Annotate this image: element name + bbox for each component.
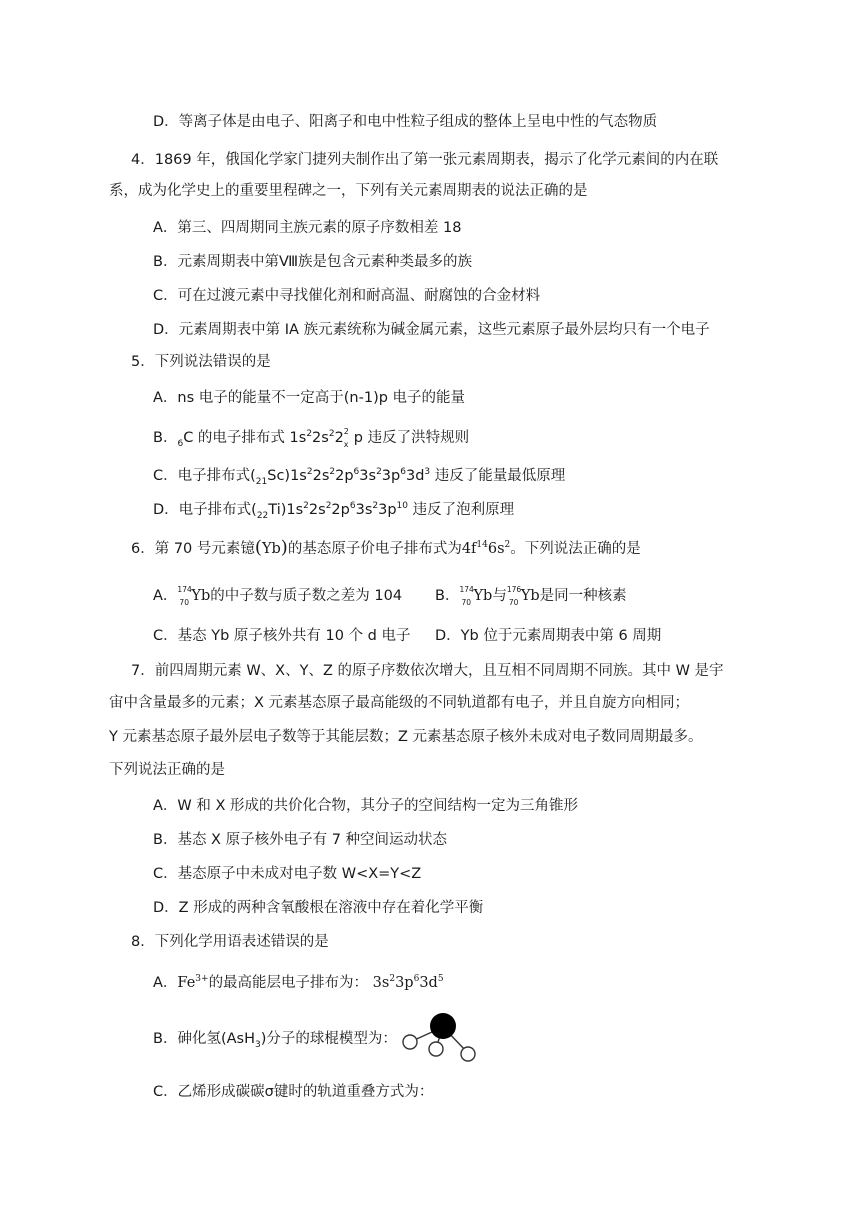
q6-a-tail: 的中子数与质子数之差为 104 [210,588,403,604]
q8-a-middle: 的最高能层电子排布为： [208,975,369,991]
q7-stem-line4: 下列说法正确的是 [109,762,225,778]
q8-b-subscript: 3 [254,1039,261,1050]
q5-b-atomic-number: 6 [177,438,184,449]
q8-option-a: A．$Fe^{3+}$的最高能层电子排布为： $3s^23p^63d^5$ [153,974,444,991]
q6-option-d: D．Yb 位于元素周期表中第 6 周期 [435,628,662,644]
q6-b-prefix: B． [435,588,460,604]
q7-stem-line3: Y 元素基态原子最外层电子数等于其能层数；Z 元素基态原子核外未成对电子数同周期最多。 [109,729,703,745]
q5-option-d: D．电子排布式$(_{22}Ti)1s^22s^22p^63s^23p^{10}$ 违反了泡利原理 [153,501,515,521]
q5-c-text: Sc)1s [267,468,307,484]
q6-option-c: C．基态 Yb 原子核外共有 10 个 d 电子 [153,628,411,644]
q5-stem: 5．下列说法错误的是 [131,354,271,370]
q6-config-4f: 4f [461,541,477,557]
q7-stem-line2: 宙中含量最多的元素；X 元素基态原子最高能级的不同轨道都有电子，并且自旋方向相同； [109,695,690,711]
q8-a-charge: 3+ [195,974,209,985]
q5-d-text: Ti)1s [268,502,304,518]
q5-option-a: A．ns 电子的能量不一定高于(n-1)p 电子的能量 [153,390,466,406]
q7-option-a: A．W 和 X 形成的共价化合物，其分子的空间结构一定为三角锥形 [153,798,579,814]
q8-a-ion: Fe [177,975,196,991]
q6-b-middle: 与 [492,588,507,604]
q3-option-d: D．等离子体是由电子、阳离子和电中性粒子组成的整体上呈电中性的气态物质 [153,114,658,130]
q5-b-prefix: B． [153,430,178,446]
q4-option-d: D．元素周期表中第 IA 族元素统称为碱金属元素，这些元素原子最外层均只有一个电子 [153,322,710,338]
q6-stem-prefix: 6．第 70 号元素镱 [131,541,255,557]
q5-option-b: B．$_6$C 的电子排布式 $1s^22s^22$ 2 x p 违反了洪特规则 [153,427,470,449]
q4-stem-line1: 4．1869 年，俄国化学家门捷列夫制作出了第一张元素周期表，揭示了化学元素间的内在联 [131,152,719,168]
q8-option-b [153,1029,397,1049]
q8-b-text: B．砷化氢(AsH [153,1031,255,1047]
ash3-ball-stick-model [396,1008,486,1068]
q5-option-c: C．电子排布式$(_{21}Sc)1s^22s^22p^63s^23p^63d^3$ 违反了能量最低原理 [153,467,566,487]
q7-option-b: B．基态 X 原子核外电子有 7 种空间运动状态 [153,832,448,848]
q4-option-b: B．元素周期表中第Ⅷ族是包含元素种类最多的族 [153,254,473,270]
q7-option-c: C．基态原子中未成对电子数 W<X=Y<Z [153,866,422,882]
q6-stem-middle: 的基态原子价电子排布式为 [287,541,462,557]
q5-c-prefix: C．电子排布式( [153,468,256,484]
q4-stem-line2: 系，成为化学史上的重要里程碑之一，下列有关元素周期表的说法正确的是 [109,183,588,199]
q8-b-tail: )分子的球棍模型为： [260,1031,397,1047]
q6-b-tail: 是同一种核素 [539,588,627,604]
q8-a-config: 3s [372,975,390,991]
q8-stem: 8．下列化学用语表述错误的是 [131,934,329,950]
q6-stem-tail: 。下列说法正确的是 [510,541,641,557]
q7-stem-line1: 7．前四周期元素 W、X、Y、Z 的原子序数依次增大，且互相不同周期不同族。其中 W 是宇 [131,663,724,679]
q8-option-c: C．乙烯形成碳碳σ键时的轨道重叠方式为： [153,1084,434,1100]
q6-element-symbol: Yb [261,541,281,557]
q6-a-prefix: A． [153,588,178,604]
q8-a-prefix: A． [153,975,178,991]
q4-option-c: C．可在过渡元素中寻找催化剂和耐高温、耐腐蚀的合金材料 [153,288,541,304]
q5-c-atomic-number: 21 [255,476,268,487]
q6-option-a: A． 174 70 Yb的中子数与质子数之差为 104 [153,585,403,607]
q6-option-b: B． 174 70 Yb与 176 70 Yb是同一种核素 [435,585,627,607]
q4-option-a: A．第三、四周期同主族元素的原子序数相差 18 [153,220,462,236]
q5-d-prefix: D．电子排布式( [153,502,257,518]
q6-config-6s: 6s [487,541,505,557]
q7-option-d: D．Z 形成的两种含氧酸根在溶液中存在着化学平衡 [153,900,484,916]
q5-b-tail: 违反了洪特规则 [363,430,470,446]
q5-d-tail: 违反了泡利原理 [408,502,515,518]
q6-stem: 6．第 70 号元素镱(Yb)的基态原子价电子排布式为$4f^{14}6s^2$。下列说法正确的是 [131,537,641,558]
q5-d-atomic-number: 22 [256,510,269,521]
q5-b-text: C 的电子排布式 1s [183,430,307,446]
q5-c-tail: 违反了能量最低原理 [430,468,566,484]
